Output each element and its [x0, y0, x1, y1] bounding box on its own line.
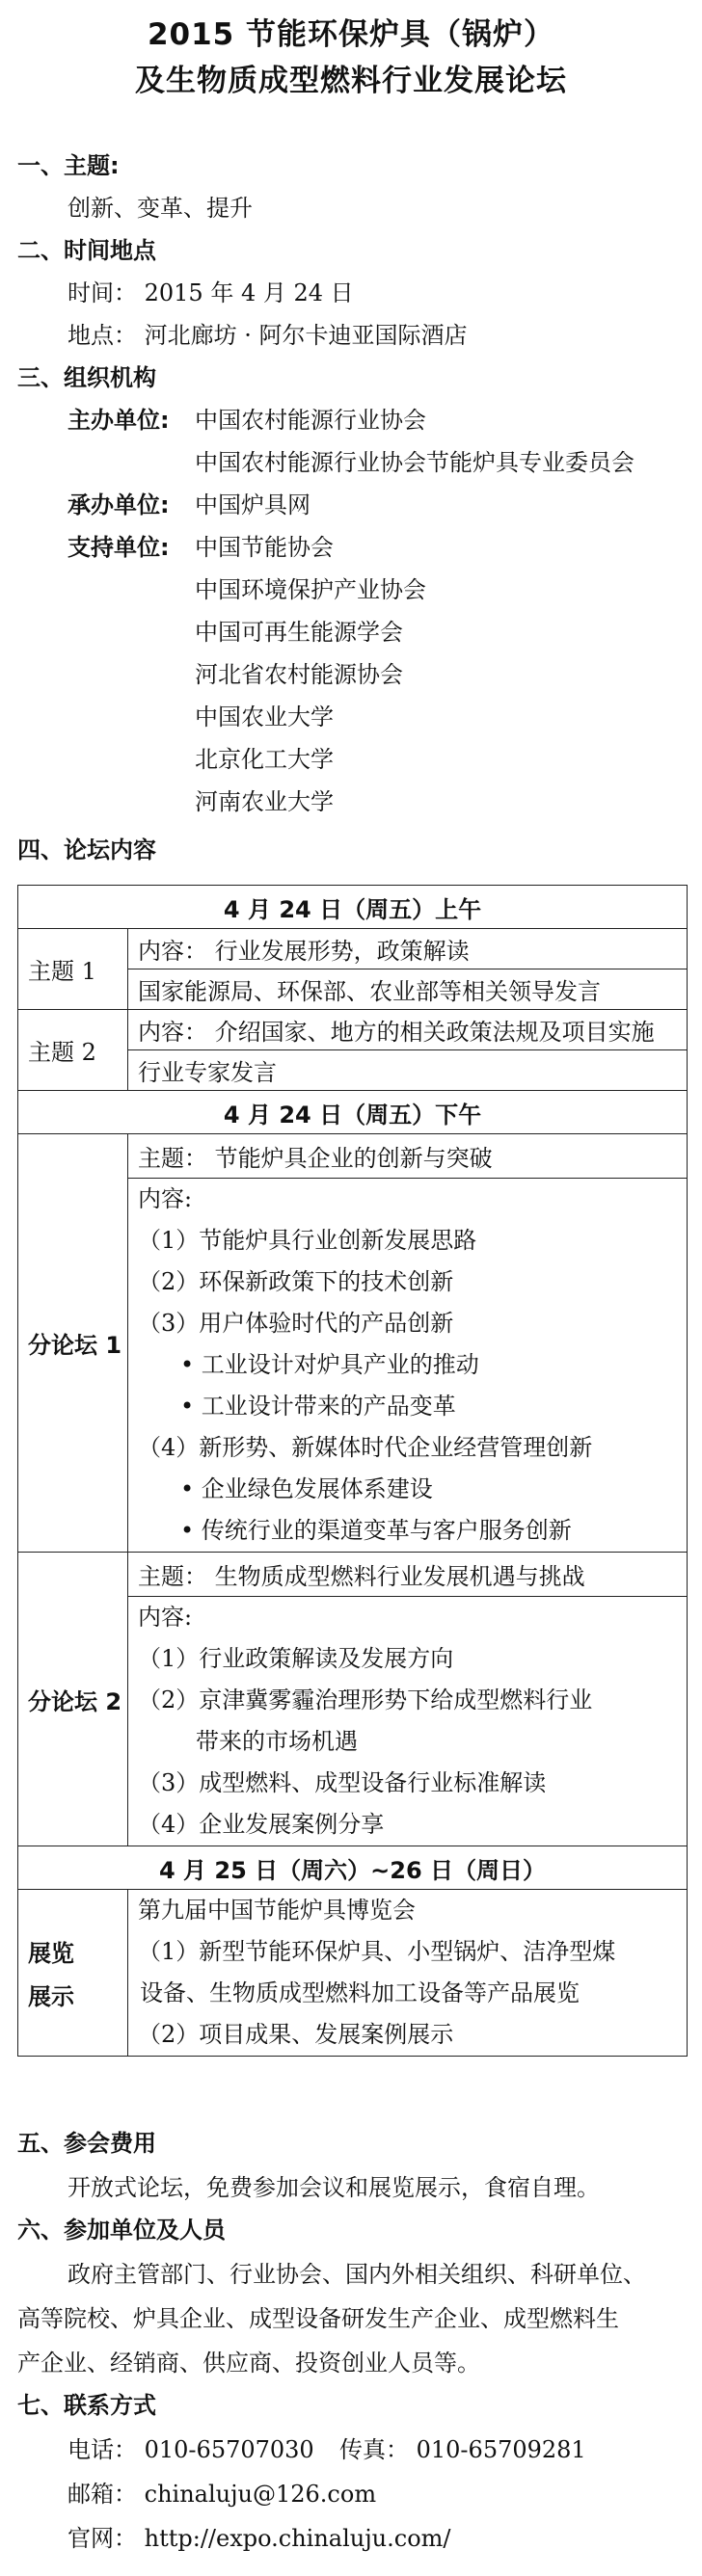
document-title-line-2: 及生物质成型燃料行业发展论坛 — [135, 64, 567, 98]
forum2-line: （4）企业发展案例分享 — [138, 1811, 385, 1838]
section-2-heading: 二、时间地点 — [17, 237, 156, 264]
contact-email: 邮箱： chinaluju@126.com — [68, 2481, 377, 2508]
agenda-row — [18, 1553, 688, 1597]
day1-afternoon-header: 4 月 24 日（周五）下午 — [18, 1091, 688, 1134]
forum1-line: （1）节能炉具行业创新发展思路 — [138, 1227, 477, 1254]
forum1-line: （4）新形势、新媒体时代企业经营管理创新 — [138, 1434, 593, 1461]
agenda-day-row — [18, 886, 688, 929]
day2-header: 4 月 25 日（周六）~26 日（周日） — [18, 1846, 688, 1890]
event-time: 时间： 2015 年 4 月 24 日 — [68, 279, 354, 306]
contact-fax: 传真： 010-65709281 — [339, 2436, 586, 2463]
contact-website: 官网： http://expo.chinaluju.com/ — [68, 2525, 451, 2552]
agenda-row — [18, 1134, 688, 1179]
section-1-heading: 一、主题: — [17, 152, 120, 179]
event-place: 地点： 河北廊坊 · 阿尔卡迪亚国际酒店 — [68, 322, 468, 349]
forum1-bullet: • 传统行业的渠道变革与客户服务创新 — [180, 1517, 572, 1544]
agenda-day-row — [18, 1846, 688, 1890]
topic1-speakers: 国家能源局、环保部、农业部等相关领导发言 — [128, 969, 688, 1010]
section-7-heading: 七、联系方式 — [17, 2392, 156, 2419]
document-title-line-1: 2015 节能环保炉具（锅炉） — [147, 17, 555, 52]
theme-text: 创新、变革、提升 — [68, 195, 253, 222]
topic1-label: 主题 1 — [18, 929, 128, 1010]
forum1-theme: 主题： 节能炉具企业的创新与突破 — [128, 1134, 688, 1179]
participants-line-1: 政府主管部门、行业协会、国内外相关组织、科研单位、 — [68, 2261, 646, 2288]
forum2-line: （1）行业政策解读及发展方向 — [138, 1645, 454, 1672]
forum1-label: 分论坛 1 — [18, 1134, 128, 1553]
contact-phone: 电话： 010-65707030 — [68, 2436, 314, 2463]
forum1-bullet: • 工业设计带来的产品变革 — [180, 1393, 456, 1420]
expo-label — [18, 1890, 128, 2057]
organizer-org: 中国炉具网 — [195, 491, 310, 518]
forum1-bullet: • 企业绿色发展体系建设 — [180, 1475, 433, 1502]
support-org-1: 中国节能协会 — [195, 534, 334, 561]
section-3-heading: 三、组织机构 — [17, 364, 156, 391]
topic2-speakers: 行业专家发言 — [128, 1050, 688, 1091]
forum2-line: （3）成型燃料、成型设备行业标准解读 — [138, 1769, 547, 1796]
host-org-1: 中国农村能源行业协会 — [195, 407, 426, 434]
expo-label-line-1: 展览 — [28, 1940, 74, 1967]
forum2-line: 内容: — [138, 1604, 193, 1631]
expo-line: 第九届中国节能炉具博览会 — [138, 1897, 416, 1924]
forum2-line: （2）京津冀雾霾治理形势下给成型燃料行业 — [138, 1686, 593, 1713]
support-org-4: 河北省农村能源协会 — [195, 661, 403, 688]
forum2-label: 分论坛 2 — [18, 1553, 128, 1846]
agenda-row — [18, 1010, 688, 1050]
forum2-theme: 主题： 生物质成型燃料行业发展机遇与挑战 — [128, 1553, 688, 1597]
topic1-content: 内容： 行业发展形势，政策解读 — [128, 929, 688, 969]
expo-line: 设备、生物质成型燃料加工设备等产品展览 — [140, 1979, 580, 2006]
forum1-bullet: • 工业设计对炉具产业的推动 — [180, 1351, 479, 1378]
topic2-content: 内容： 介绍国家、地方的相关政策法规及项目实施 — [128, 1010, 688, 1050]
organizer-label: 承办单位: — [68, 491, 170, 518]
forum2-line: 带来的市场机遇 — [196, 1728, 358, 1755]
expo-line: （1）新型节能环保炉具、小型锅炉、洁净型煤 — [138, 1938, 616, 1965]
support-org-6: 北京化工大学 — [195, 746, 334, 773]
expo-line: （2）项目成果、发展案例展示 — [138, 2021, 454, 2048]
support-org-3: 中国可再生能源学会 — [195, 619, 403, 646]
host-org-2: 中国农村能源行业协会节能炉具专业委员会 — [195, 449, 634, 476]
support-org-5: 中国农业大学 — [195, 704, 334, 730]
agenda-row — [18, 1890, 688, 2057]
support-org-2: 中国环境保护产业协会 — [195, 576, 426, 603]
section-5-heading: 五、参会费用 — [17, 2130, 156, 2157]
day1-morning-header: 4 月 24 日（周五）上午 — [18, 886, 688, 929]
host-label: 主办单位: — [68, 407, 170, 434]
forum2-content — [128, 1597, 688, 1846]
forum1-content — [128, 1179, 688, 1553]
forum1-line: 内容: — [138, 1185, 193, 1212]
support-label: 支持单位: — [68, 534, 170, 561]
participants-line-3: 产企业、经销商、供应商、投资创业人员等。 — [17, 2350, 480, 2377]
topic2-label: 主题 2 — [18, 1010, 128, 1091]
forum1-line: （3）用户体验时代的产品创新 — [138, 1310, 454, 1337]
section-6-heading: 六、参加单位及人员 — [17, 2217, 226, 2244]
participants-line-2: 高等院校、炉具企业、成型设备研发生产企业、成型燃料生 — [17, 2305, 619, 2332]
agenda-day-row — [18, 1091, 688, 1134]
forum1-line: （2）环保新政策下的技术创新 — [138, 1268, 454, 1295]
expo-label-line-2: 展示 — [28, 1983, 74, 2010]
fee-text: 开放式论坛，免费参加会议和展览展示，食宿自理。 — [68, 2174, 600, 2201]
section-4-heading: 四、论坛内容 — [17, 837, 156, 863]
agenda-table — [17, 885, 688, 2057]
expo-content — [128, 1890, 688, 2057]
agenda-row — [18, 929, 688, 969]
support-org-7: 河南农业大学 — [195, 788, 334, 815]
